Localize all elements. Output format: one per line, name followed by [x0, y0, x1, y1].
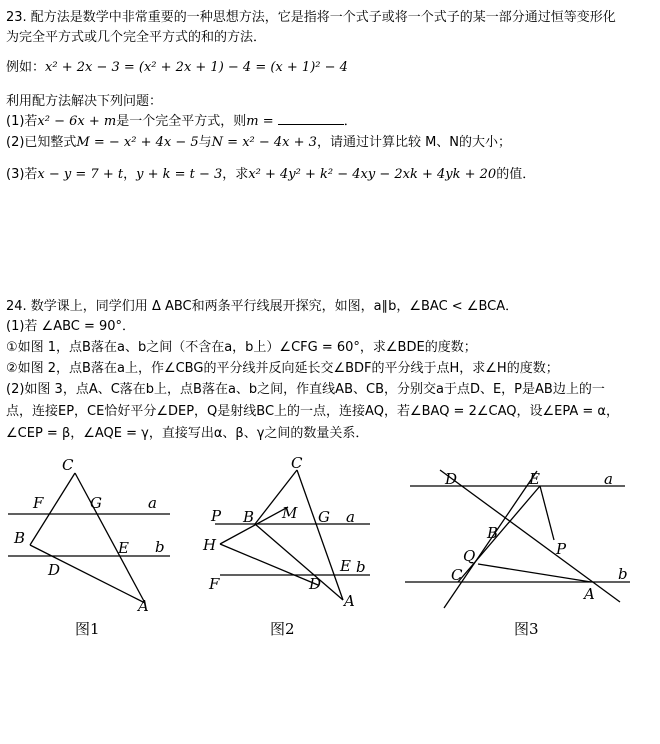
label-C: C	[62, 456, 74, 474]
segment-ca	[75, 473, 145, 603]
p3-expr: x² + 4y² + k² − 4xy − 2xk + 4yk + 20	[248, 167, 497, 182]
p1-end: ．	[343, 114, 357, 129]
label-A: A	[584, 585, 595, 603]
label-D: D	[445, 470, 458, 488]
label-C: C	[291, 454, 303, 472]
label-a: a	[346, 508, 355, 526]
q23-line1: 23. 配方法是数学中非常重要的一种思想方法，它是指将一个式子或将一个式子的某一部分通过恒等变形化	[6, 10, 616, 25]
q23-instruction: 利用配方法解决下列问题：	[6, 94, 163, 109]
q23-part1	[6, 112, 357, 131]
label-D: D	[309, 575, 322, 593]
label-a: a	[148, 494, 157, 512]
q24-line3: ①如图 1，点B落在a、b之间（不含在a，b上）∠CFG = 60°，求∠BDE的度数；	[6, 340, 477, 355]
label-b: b	[155, 538, 165, 556]
label-P: P	[556, 540, 567, 558]
label-B: B	[487, 524, 499, 542]
q24-line4: ②如图 2，点B落在a上，作∠CBG的平分线并反向延长交∠BDF的平分线于点H，求∠H的度数；	[6, 361, 559, 376]
example-prefix: 例如：	[6, 60, 46, 75]
segment-ep	[540, 486, 554, 540]
label-D: D	[48, 561, 61, 579]
q24-line2: (1)若 ∠ABC = 90°．	[6, 319, 136, 334]
p2-expr1: M = − x² + 4x − 5	[76, 135, 199, 150]
q23-part2	[6, 134, 511, 152]
p3-end: 的值．	[496, 167, 536, 182]
q24-line1: 24. 数学课上，同学们用 Δ ABC和两条平行线展开探究，如图，a∥b，∠BAC < ∠BCA．	[6, 299, 519, 314]
figure-2-caption: 图2	[270, 620, 295, 638]
label-M: M	[282, 504, 298, 522]
q24-line5: (2)如图 3，点A、C落在b上，点B落在a、b之间，作直线AB、CB，分别交a于点D、E，P是AB边上的一	[6, 382, 605, 397]
label-A: A	[344, 592, 355, 610]
label-b: b	[356, 558, 366, 576]
p1-expr: x² − 6x + m	[37, 114, 117, 129]
label-a: a	[604, 470, 613, 488]
label-A: A	[138, 597, 149, 615]
label-b: b	[618, 565, 628, 583]
p2-expr2: N = x² − 4x + 3	[211, 135, 317, 150]
label-C: C	[451, 566, 463, 584]
label-F: F	[33, 494, 44, 512]
segment-aq	[478, 564, 591, 582]
q23-example	[6, 59, 348, 77]
p3-cond2: y + k = t − 3	[136, 167, 223, 182]
label-B: B	[14, 529, 26, 547]
p2-prefix: (2)已知整式	[6, 135, 77, 150]
label-G: G	[318, 508, 330, 526]
figure-1	[0, 450, 200, 650]
p1-prefix: (1)若	[6, 114, 38, 129]
q24-line6: 点，连接EP，CE恰好平分∠DEP，Q是射线BC上的一点，连接AQ，若∠BAQ = 2∠CAQ，设∠EPA = α，	[6, 404, 619, 419]
figure-1-caption: 图1	[75, 620, 100, 638]
p3-ask: ，求	[222, 167, 249, 182]
label-F: F	[209, 575, 220, 593]
label-E: E	[118, 539, 129, 557]
p3-prefix: (3)若	[6, 167, 38, 182]
label-G: G	[90, 494, 102, 512]
p1-var: m =	[246, 114, 274, 129]
bisector-dh	[220, 544, 318, 585]
q24-line7: ∠CEP = β，∠AQE = γ，直接写出α、β、γ之间的数量关系．	[6, 426, 369, 441]
label-H: H	[203, 536, 217, 554]
q23-part3	[6, 166, 535, 184]
figure-3-caption: 图3	[514, 620, 539, 638]
label-E: E	[529, 470, 540, 488]
label-E: E	[340, 557, 351, 575]
p1-mid: 是一个完全平方式，则	[116, 114, 247, 129]
example-formula: x² + 2x − 3 = (x² + 2x + 1) − 4 = (x + 1)² − 4	[45, 60, 348, 75]
p2-end: ，请通过计算比较 M、N的大小；	[316, 135, 512, 150]
q23-line2: 为完全平方式或几个完全平方式的和的方法．	[6, 30, 267, 45]
answer-blank[interactable]	[278, 112, 344, 125]
label-B: B	[243, 508, 255, 526]
p2-with: 与	[198, 135, 212, 150]
p3-comma: ，	[123, 167, 137, 182]
p3-cond1: x − y = 7 + t	[37, 167, 124, 182]
label-P: P	[211, 507, 222, 525]
label-Q: Q	[463, 547, 476, 565]
